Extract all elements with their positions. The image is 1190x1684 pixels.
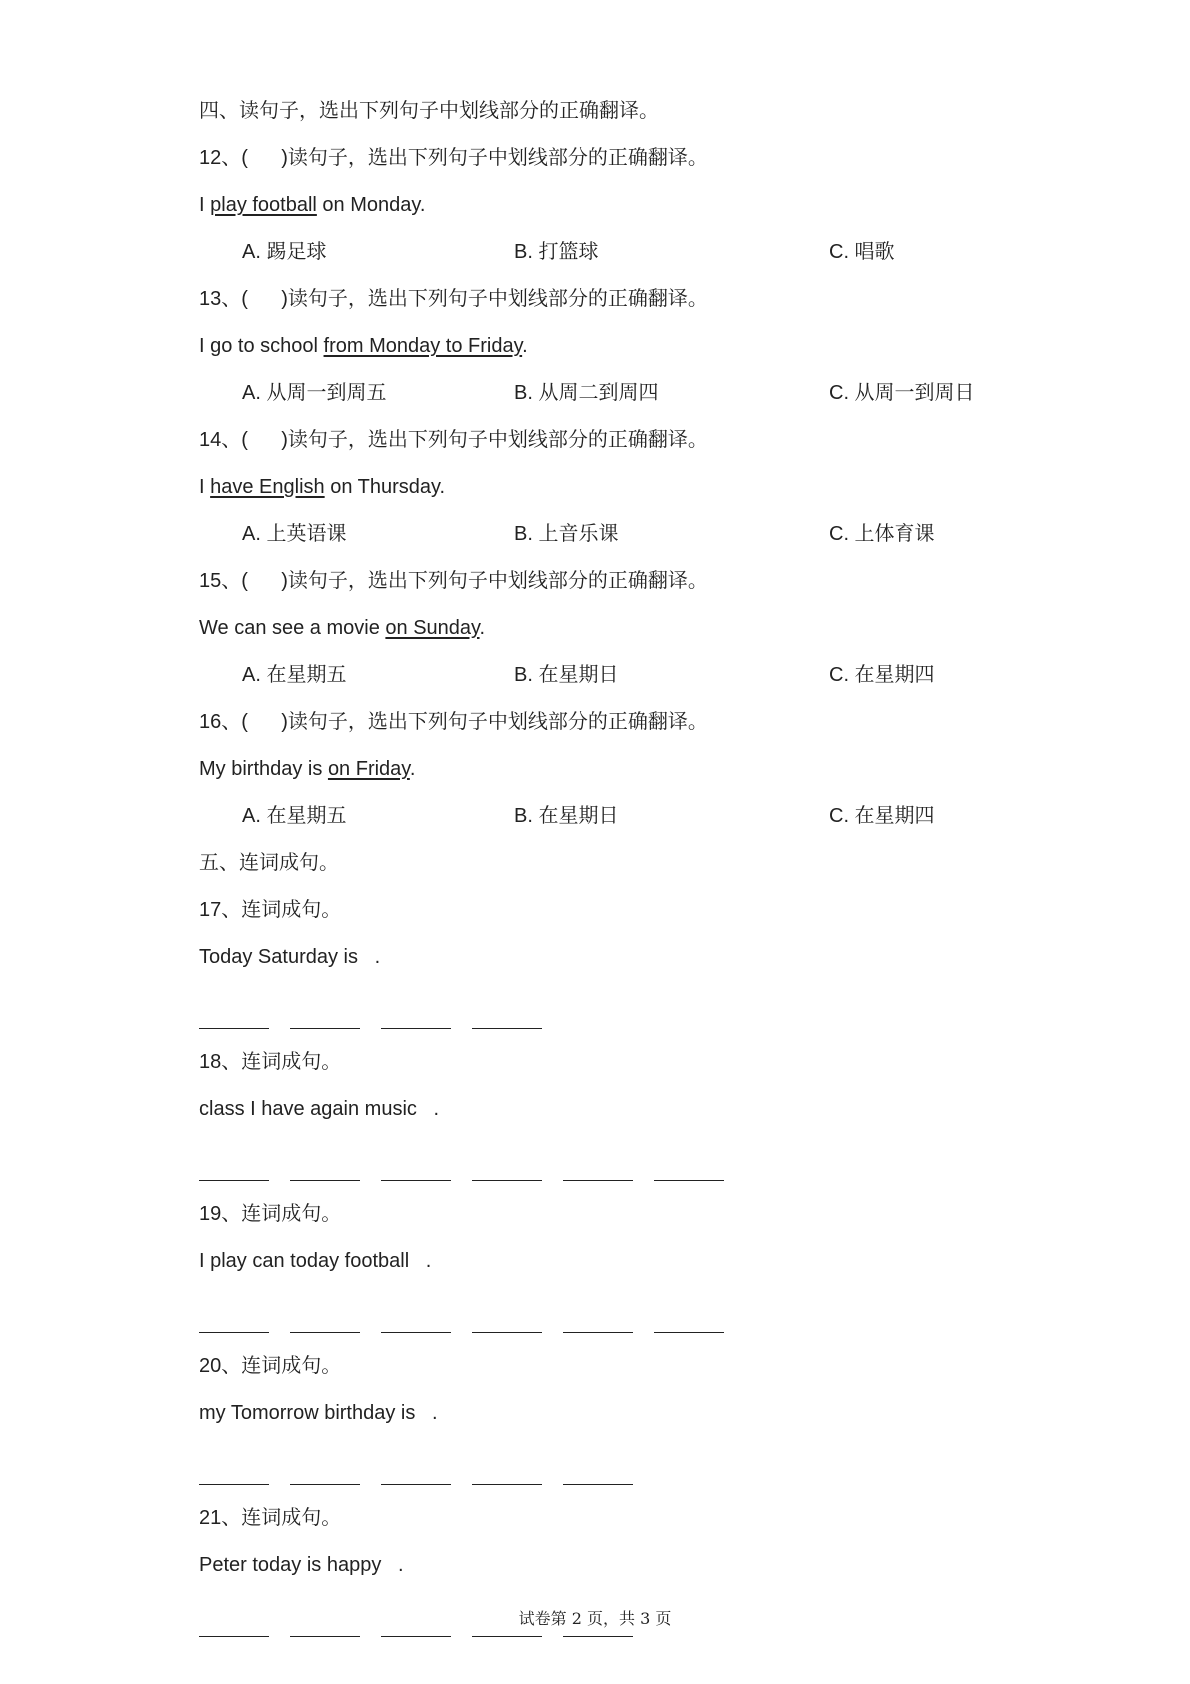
answer-blank[interactable] — [472, 1484, 542, 1485]
answer-blank[interactable] — [563, 1636, 633, 1637]
option-c[interactable]: C. 唱歌 — [829, 241, 895, 263]
question — [199, 887, 1090, 1039]
answer-blank[interactable] — [381, 1180, 451, 1181]
options-row — [199, 793, 1090, 840]
sentence-text: I go to school — [199, 335, 324, 357]
answer-blanks — [199, 1133, 1090, 1187]
question-sentence — [199, 605, 1090, 652]
sentence-text: . — [409, 758, 416, 780]
answer-blank[interactable] — [563, 1180, 633, 1181]
sentence-text: I — [199, 476, 211, 498]
question-sentence — [199, 323, 1090, 370]
question — [199, 1343, 1090, 1495]
answer-blank[interactable] — [381, 1636, 451, 1637]
option-c[interactable]: C. 上体育课 — [829, 523, 935, 545]
answer-blank[interactable] — [199, 1484, 269, 1485]
answer-blank[interactable] — [472, 1028, 542, 1029]
answer-blank[interactable] — [563, 1332, 633, 1333]
scrambled-words: class I have again music . — [199, 1098, 440, 1120]
scrambled-words: I play can today football . — [199, 1250, 432, 1272]
answer-blank[interactable] — [290, 1484, 360, 1485]
answer-blank[interactable] — [381, 1332, 451, 1333]
answer-blank[interactable] — [472, 1332, 542, 1333]
options-row — [199, 229, 1090, 276]
question — [199, 1039, 1090, 1191]
answer-blank[interactable] — [654, 1180, 724, 1181]
options-row — [199, 652, 1090, 699]
option-b[interactable]: B. 在星期日 — [514, 805, 619, 827]
question-stem: 13、( )读句子，选出下列句子中划线部分的正确翻译。 — [199, 288, 708, 310]
sentence-text: We can see a movie — [199, 617, 386, 639]
underlined-phrase: play football — [210, 194, 317, 216]
answer-blank[interactable] — [654, 1332, 724, 1333]
options-row — [199, 370, 1090, 417]
answer-blank[interactable] — [472, 1636, 542, 1637]
answer-blanks — [199, 981, 1090, 1035]
answer-blanks — [199, 1285, 1090, 1339]
multiple-choice-list — [199, 135, 1090, 840]
question — [199, 558, 1090, 699]
option-c[interactable]: C. 在星期四 — [829, 664, 935, 686]
option-a[interactable]: A. 上英语课 — [242, 523, 347, 545]
option-c[interactable]: C. 从周一到周日 — [829, 382, 975, 404]
answer-blank[interactable] — [290, 1028, 360, 1029]
sentence-text: . — [522, 335, 528, 357]
answer-blank[interactable] — [199, 1028, 269, 1029]
question-stem: 21、连词成句。 — [199, 1507, 342, 1529]
option-a[interactable]: A. 在星期五 — [242, 664, 347, 686]
answer-blank[interactable] — [199, 1332, 269, 1333]
section-heading: 五、连词成句。 — [199, 852, 339, 874]
option-b[interactable]: B. 从周二到周四 — [514, 382, 659, 404]
sentence-text: on Thursday. — [324, 476, 446, 498]
option-a[interactable]: A. 从周一到周五 — [242, 382, 387, 404]
option-c[interactable]: C. 在星期四 — [829, 805, 935, 827]
question-sentence — [199, 464, 1090, 511]
spacer — [199, 1643, 1090, 1647]
word-order-list — [199, 887, 1090, 1647]
question-stem: 15、( )读句子，选出下列句子中划线部分的正确翻译。 — [199, 570, 708, 592]
question-stem: 12、( )读句子，选出下列句子中划线部分的正确翻译。 — [199, 147, 708, 169]
question-stem: 16、( )读句子，选出下列句子中划线部分的正确翻译。 — [199, 711, 708, 733]
option-a[interactable]: A. 在星期五 — [242, 805, 347, 827]
section-heading: 四、读句子，选出下列句子中划线部分的正确翻译。 — [199, 100, 659, 122]
scrambled-words: my Tomorrow birthday is . — [199, 1402, 438, 1424]
answer-blank[interactable] — [381, 1484, 451, 1485]
scrambled-words: Today Saturday is . — [199, 946, 381, 968]
page-footer: 试卷第 2 页，共 3 页 — [518, 1609, 672, 1628]
answer-blanks — [199, 1437, 1090, 1491]
question-stem: 20、连词成句。 — [199, 1355, 342, 1377]
underlined-phrase: have English — [210, 476, 325, 498]
answer-blank[interactable] — [290, 1636, 360, 1637]
question-sentence — [199, 182, 1090, 229]
question — [199, 699, 1090, 840]
option-a[interactable]: A. 踢足球 — [242, 241, 327, 263]
question-stem: 17、连词成句。 — [199, 899, 342, 921]
sentence-text: . — [479, 617, 486, 639]
page-content — [199, 88, 1090, 1647]
question — [199, 1191, 1090, 1343]
options-row — [199, 511, 1090, 558]
answer-blank[interactable] — [563, 1484, 633, 1485]
question — [199, 135, 1090, 276]
answer-blank[interactable] — [290, 1180, 360, 1181]
question-stem: 19、连词成句。 — [199, 1203, 342, 1225]
sentence-text: on Monday. — [316, 194, 426, 216]
answer-blank[interactable] — [199, 1636, 269, 1637]
option-b[interactable]: B. 打篮球 — [514, 241, 599, 263]
sentence-text: I — [199, 194, 211, 216]
answer-blank[interactable] — [381, 1028, 451, 1029]
sentence-text: My birthday is — [199, 758, 328, 780]
scrambled-words: Peter today is happy . — [199, 1554, 404, 1576]
option-b[interactable]: B. 在星期日 — [514, 664, 619, 686]
question-stem: 18、连词成句。 — [199, 1051, 342, 1073]
underlined-phrase: on Friday — [327, 758, 410, 780]
question — [199, 276, 1090, 417]
question-sentence — [199, 746, 1090, 793]
answer-blank[interactable] — [472, 1180, 542, 1181]
question — [199, 417, 1090, 558]
option-b[interactable]: B. 上音乐课 — [514, 523, 619, 545]
underlined-phrase: on Sunday — [385, 617, 480, 639]
underlined-phrase: from Monday to Friday — [323, 335, 523, 357]
answer-blank[interactable] — [290, 1332, 360, 1333]
answer-blank[interactable] — [199, 1180, 269, 1181]
question-stem: 14、( )读句子，选出下列句子中划线部分的正确翻译。 — [199, 429, 708, 451]
